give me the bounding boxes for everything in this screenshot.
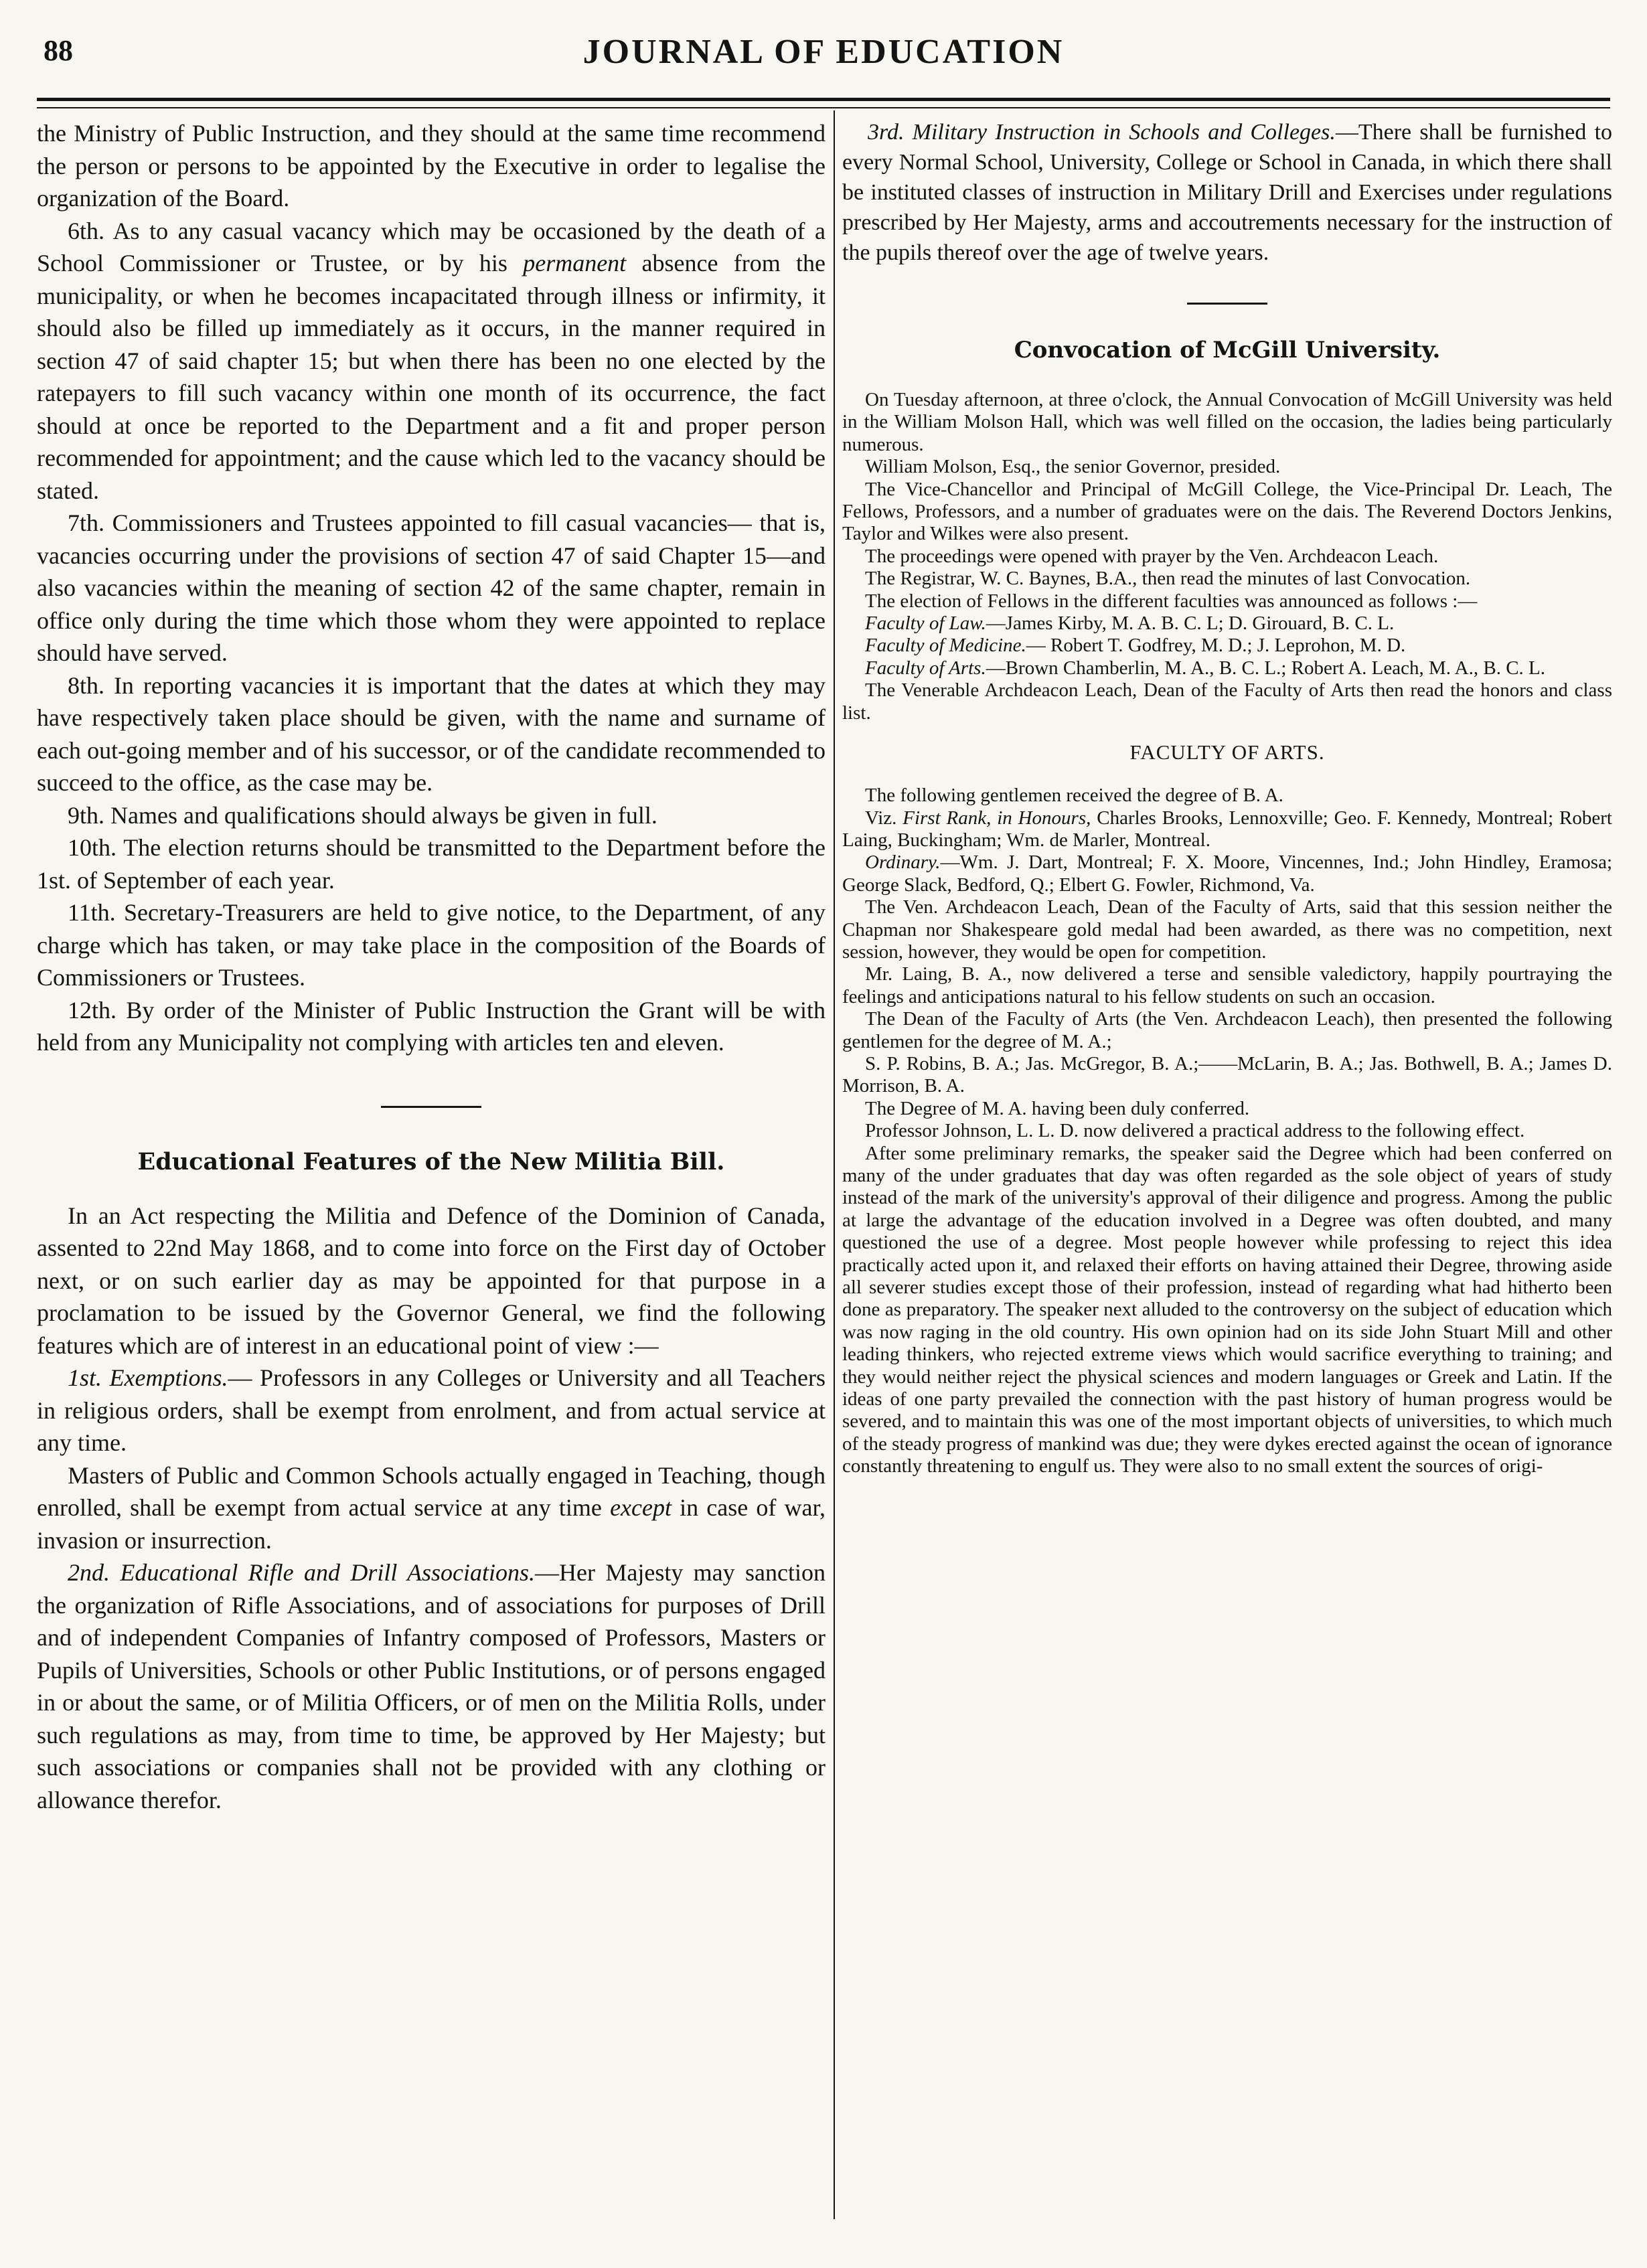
paragraph: The Registrar, W. C. Baynes, B.A., then read the minutes of last Convocation. bbox=[865, 568, 1471, 590]
paragraph: 11th. Secretary-Treasurers are held to give notice, to the Department, of any charge which has taken, or may take place in the composition of the Boards of Commissioners or Trustees. bbox=[37, 899, 826, 991]
paragraph: Faculty of Law.—James Kirby, M. A. B. C. L; D. Girouard, B. C. L. bbox=[865, 613, 1395, 635]
paragraph: After some preliminary remarks, the speaker said the Degree which had been conferred on many of the under graduates that day was often regarded as the sole object of years of study instead of the mark of the university's approval of their diligence and progress. Among the public at large the advantage of the education involved in a Degree was often doubted, and many questioned the use of a degree. Most people however while professing to reject this idea practically acted upon it, and relaxed their efforts on having attained their Degree, throwing aside all severer studies except those of their profession, instead of regarding what had hitherto been done as preparatory. The speaker next alluded to the controversy on the subject of education which was now raging in the old country. His own opinion had on its side John Stuart Mill and other leading thinkers, who rejected extreme views which would sacrifice everything to training; and they would neither reject the physical sciences and modern languages or Greek and Latin. If the ideas of one party prevailed the connection with the past history of human progress would be severed, and to maintain this was one of the most important objects of universities, to which much of the steady progress of mankind was due; they were dykes erected against the ocean of ignorance constantly threatening to engulf us. They were also to no small extent the sources of origi- bbox=[842, 1142, 1612, 1477]
paragraph: Viz. First Rank, in Honours, Charles Brooks, Lennoxville; Geo. F. Kennedy, Montreal; Robert Laing, Buckingham; Wm. de Marler, Montreal. bbox=[842, 807, 1612, 851]
column-divider bbox=[834, 110, 835, 2219]
header-rule-thin bbox=[37, 107, 1610, 108]
page-number: 88 bbox=[44, 34, 73, 67]
paragraph: the Ministry of Public Instruction, and they should at the same time recommend the person or persons to be appointed by the Executive in order to legalise the organization of the Board. bbox=[37, 120, 826, 212]
article-heading: Educational Features of the New Militia Bill. bbox=[137, 1147, 725, 1176]
running-title: JOURNAL OF EDUCATION bbox=[582, 33, 1065, 71]
header-rule bbox=[37, 98, 1610, 101]
paragraph: Professor Johnson, L. L. D. now delivered a practical address to the following effect. bbox=[865, 1120, 1525, 1142]
paragraph: Masters of Public and Common Schools actually engaged in Teaching, though enrolled, shall be exempt from actual service at any time except in case of war, invasion or insurrection. bbox=[37, 1461, 826, 1554]
paragraph: The Degree of M. A. having been duly conferred. bbox=[865, 1097, 1250, 1119]
paragraph: William Molson, Esq., the senior Governor, presided. bbox=[865, 456, 1281, 478]
right-column bbox=[842, 117, 1612, 2219]
paragraph: The proceedings were opened with prayer by the Ven. Archdeacon Leach. bbox=[865, 545, 1439, 567]
paragraph: Ordinary.—Wm. J. Dart, Montreal; F. X. Moore, Vincennes, Ind.; John Hindley, Eramosa; George Slack, Bedford, Q.; Elbert G. Fowler, Richmond, Va. bbox=[842, 852, 1612, 896]
paragraph: The following gentlemen received the degree of B. A. bbox=[865, 785, 1283, 807]
paragraph: 9th. Names and qualifications should always be given in full. bbox=[68, 801, 657, 829]
paragraph: 10th. The election returns should be transmitted to the Department before the 1st. of September of each year. bbox=[37, 834, 826, 894]
section-separator bbox=[1187, 303, 1267, 305]
paragraph: The Venerable Archdeacon Leach, Dean of the Faculty of Arts then read the honors and class list. bbox=[842, 679, 1612, 724]
paragraph: 7th. Commissioners and Trustees appointed to fill casual vacancies— that is, vacancies occurring under the provisions of section 47 of said Chapter 15—and also vacancies within the meaning of section 42 of the same chapter, remain in office only during the time which those whom they were appointed to replace should have served. bbox=[37, 509, 826, 666]
section-subheading: FACULTY OF ARTS. bbox=[1129, 740, 1325, 764]
paragraph: Mr. Laing, B. A., now delivered a terse and sensible valedictory, happily pourtraying the feelings and anticipations natural to his fellow students on such an occasion. bbox=[842, 963, 1612, 1007]
paragraph: Faculty of Arts.—Brown Chamberlin, M. A., B. C. L.; Robert A. Leach, M. A., B. C. L. bbox=[865, 657, 1546, 679]
article-heading: Convocation of McGill University. bbox=[1014, 337, 1441, 363]
paragraph: Faculty of Medicine.— Robert T. Godfrey, M. D.; J. Leprohon, M. D. bbox=[865, 635, 1406, 657]
paragraph: The election of Fellows in the different faculties was announced as follows :— bbox=[865, 590, 1478, 612]
paragraph: In an Act respecting the Militia and Defence of the Dominion of Canada, assented to 22nd May 1868, and to come into force on the First day of October next, or on such earlier day as may be appointed for that purpose in a proclamation to be issued by the Governor General, we find the following features which are of interest in an educational point of view :— bbox=[37, 1202, 826, 1359]
paragraph: On Tuesday afternoon, at three o'clock, the Annual Convocation of McGill University was held in the William Molson Hall, which was well filled on the occasion, the ladies being particularly numerous. bbox=[842, 389, 1612, 455]
paragraph: 1st. Exemptions.— Professors in any Colleges or University and all Teachers in religious orders, shall be exempt from enrolment, and from actual service at any time. bbox=[37, 1364, 826, 1456]
paragraph: 8th. In reporting vacancies it is important that the dates at which they may have respectively taken place should be given, with the name and surname of each out-going member and of his successor, or of the candidate recommended to succeed to the office, as the case may be. bbox=[37, 671, 826, 796]
paragraph: 2nd. Educational Rifle and Drill Associations.—Her Majesty may sanction the organization of Rifle Associations, and of associations for purposes of Drill and of independent Companies of Infantry composed of Professors, Masters or Pupils of Universities, Schools or other Public Institutions, or of persons engaged in or about the same, or of Militia Officers, or of men on the Militia Rolls, under such regulations as may, from time to time, be approved by Her Majesty; but such associations or companies shall not be provided with any clothing or allowance therefor. bbox=[37, 1559, 826, 1813]
page-header bbox=[37, 19, 1610, 92]
section-separator bbox=[381, 1106, 481, 1108]
paragraph: 12th. By order of the Minister of Public Instruction the Grant will be with held from any Municipality not complying with articles ten and eleven. bbox=[37, 996, 826, 1056]
paragraph: The Vice-Chancellor and Principal of McGill College, the Vice-Principal Dr. Leach, The Fellows, Professors, and a number of graduates were on the dais. The Reverend Doctors Jenkins, Taylor and Wilkes were also present. bbox=[842, 478, 1612, 545]
paragraph: 6th. As to any casual vacancy which may be occasioned by the death of a School Commissioner or Trustee, or by his permanent absence from the municipality, or when he becomes incapacitated through illness or infirmity, it should also be filled up immediately as it occurs, in the manner required in section 47 of said chapter 15; but when there has been no one elected by the ratepayers to fill such vacancy within one month of its occurrence, the fact should at once be reported to the Department and a fit and proper person recommended for appointment; and the cause which led to the vacancy should be stated. bbox=[37, 217, 826, 504]
paragraph: The Dean of the Faculty of Arts (the Ven. Archdeacon Leach), then presented the following gentlemen for the degree of M. A.; bbox=[842, 1008, 1612, 1052]
paragraph: 3rd. Military Instruction in Schools and Colleges.—There shall be furnished to every Normal School, University, College or School in Canada, in which there shall be instituted classes of instruction in Military Drill and Exercises under regulations prescribed by Her Majesty, arms and accoutrements necessary for the instruction of the pupils thereof over the age of twelve years. bbox=[842, 120, 1612, 265]
left-column bbox=[37, 117, 826, 2219]
paragraph: The Ven. Archdeacon Leach, Dean of the Faculty of Arts, said that this session neither the Chapman nor Shakespeare gold medal had been awarded, as there was no competition, next session, however, they would be open for competition. bbox=[842, 896, 1612, 963]
paragraph: S. P. Robins, B. A.; Jas. McGregor, B. A.;——McLarin, B. A.; Jas. Bothwell, B. A.; James D. Morrison, B. A. bbox=[842, 1052, 1612, 1097]
